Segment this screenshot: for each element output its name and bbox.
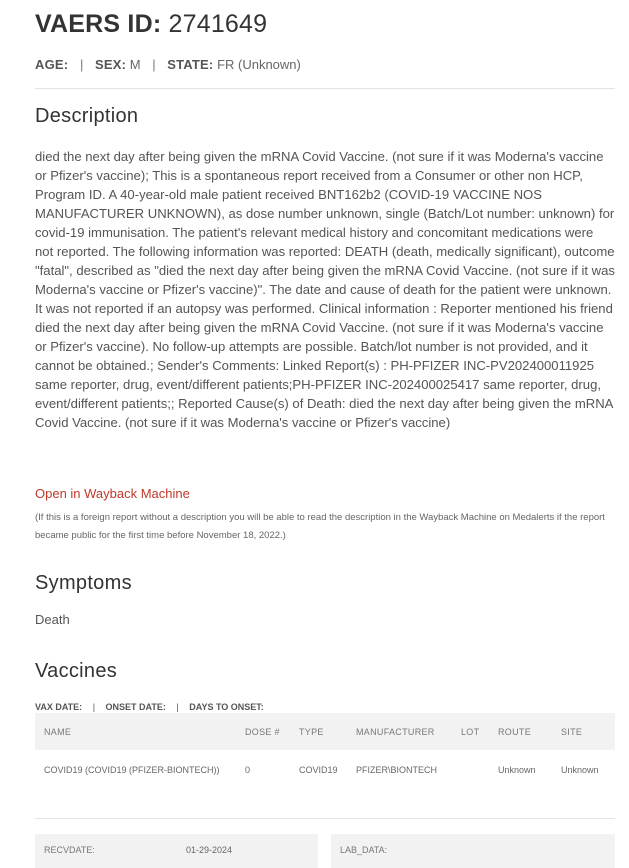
state-value: FR (Unknown) bbox=[217, 57, 301, 72]
symptom-item: Death bbox=[35, 612, 70, 627]
sex-value: M bbox=[129, 57, 141, 72]
table-row bbox=[35, 750, 615, 790]
meta-separator: | bbox=[176, 702, 179, 712]
cell-route: Unknown bbox=[498, 765, 536, 775]
column-header-name: NAME bbox=[44, 726, 72, 737]
recvdate-value: 01-29-2024 bbox=[186, 845, 233, 855]
page-title bbox=[35, 10, 267, 39]
vax-date-label: VAX DATE: bbox=[35, 702, 83, 712]
onset-date-label: ONSET DATE: bbox=[105, 702, 166, 712]
sex-label: SEX: bbox=[94, 57, 127, 72]
divider bbox=[35, 818, 615, 819]
column-header-manufacturer: MANUFACTURER bbox=[356, 726, 435, 737]
title-label: VAERS ID: bbox=[35, 10, 162, 38]
lab-data-label: LAB_DATA: bbox=[340, 845, 388, 855]
meta-separator: | bbox=[92, 702, 96, 712]
vaccines-heading: Vaccines bbox=[35, 660, 118, 682]
meta-separator: | bbox=[79, 57, 84, 72]
lab-data-field bbox=[331, 834, 615, 868]
cell-dose: 0 bbox=[245, 765, 251, 775]
age-label: AGE: bbox=[35, 57, 69, 72]
wayback-link[interactable]: Open in Wayback Machine bbox=[35, 486, 190, 501]
symptoms-heading: Symptoms bbox=[35, 572, 132, 594]
vaccines-table bbox=[35, 713, 615, 790]
description-heading: Description bbox=[35, 105, 139, 127]
divider bbox=[35, 88, 615, 89]
cell-name: COVID19 (COVID19 (PFIZER-BIONTECH)) bbox=[44, 765, 220, 775]
patient-meta bbox=[35, 57, 301, 72]
column-header-route: ROUTE bbox=[498, 726, 531, 737]
column-header-lot: LOT bbox=[461, 726, 480, 737]
recvdate-label: RECVDATE: bbox=[44, 845, 95, 855]
cell-type: COVID19 bbox=[299, 765, 338, 775]
wayback-note: (If this is a foreign report without a description you will be able to read the description in the Wayback Machine on Medalerts if the report became public for the first time before November 18, 2022.) bbox=[35, 512, 605, 541]
column-header-site: SITE bbox=[561, 726, 583, 737]
recvdate-field bbox=[35, 834, 318, 868]
days-to-onset-label: DAYS TO ONSET: bbox=[189, 702, 264, 712]
cell-manufacturer: PFIZER\BIONTECH bbox=[356, 765, 438, 775]
cell-site: Unknown bbox=[561, 765, 599, 775]
column-header-type: TYPE bbox=[299, 726, 324, 737]
vaccine-dates bbox=[35, 702, 264, 712]
vaers-id: 2741649 bbox=[168, 10, 268, 38]
meta-separator: | bbox=[152, 57, 156, 72]
state-label: STATE: bbox=[167, 57, 214, 72]
description-text: died the next day after being given the mRNA Covid Vaccine. (not sure if it was Moderna's vaccine or Pfizer's vaccine); This is a spontaneous report received from a Consumer or other non HCP, Program ID. A 40-year-old male patient received BNT162b2 (COVID-19 VACCINE NOS MANUFACTURER UNKNOWN), as dose number unknown, single (Batch/Lot number: unknown) for covid-19 immunisation. The patient's relevant medical history and concomitant medications were not reported. The following information was reported: DEATH (death, medically significant), outcome "fatal", described as "died the next day after being given the mRNA Covid Vaccine. (not sure if it was Moderna's vaccine or Pfizer's vaccine)". The date and cause of death for the patient were unknown. It was not reported if an autopsy was performed. Clinical information : Reporter mentioned his friend died the next day after being given the mRNA Covid Vaccine. (not sure if it was Moderna's vaccine or Pfizer's vaccine). No follow-up attempts are possible. Batch/lot number is not provided, and it cannot be obtained.; Sender's Comments: Linked Report(s) : PH-PFIZER INC-PV202400011925 same reporter, drug, event/different patients;PH-PFIZER INC-202400025417 same reporter, drug, event/different patients;; Reported Cause(s) of Death: died the next day after being given the mRNA Covid Vaccine. (not sure if it was Moderna's vaccine or Pfizer's vaccine) bbox=[35, 149, 615, 430]
column-header-dose: DOSE # bbox=[245, 726, 280, 737]
table-header bbox=[35, 713, 615, 750]
